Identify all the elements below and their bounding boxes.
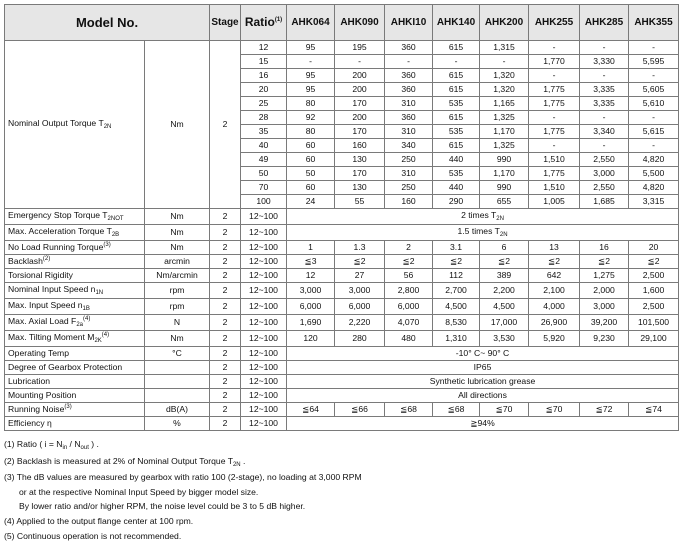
spec-value: 101,500 (629, 315, 679, 331)
torque-value: 3,000 (580, 167, 629, 181)
spec-stage: 2 (210, 417, 241, 431)
spec-name: Nominal Input Speed $n_{1N}$ (5, 283, 145, 299)
spec-value: ≦66 (335, 403, 385, 417)
model-header-cell: AHKI10 (385, 5, 433, 41)
spec-value: ≦2 (433, 255, 480, 269)
spec-span-value: ≧94% (287, 417, 679, 431)
spec-value: 2,220 (335, 315, 385, 331)
torque-value: 5,615 (629, 125, 679, 139)
torque-value: 615 (433, 111, 480, 125)
footnote-3-cont: or at the respective Nominal Input Speed by bigger model size. (19, 486, 259, 497)
spec-row (5, 255, 679, 269)
torque-value: 615 (433, 41, 480, 55)
spec-name: Mounting Position (5, 389, 145, 403)
spec-value: ≦68 (433, 403, 480, 417)
torque-value: 440 (433, 181, 480, 195)
spec-unit (145, 361, 210, 375)
spec-ratio: 12~100 (241, 403, 287, 417)
spec-stage: 2 (210, 403, 241, 417)
spec-value: 26,900 (529, 315, 580, 331)
spec-ratio: 12~100 (241, 225, 287, 241)
spec-value: 2,800 (385, 283, 433, 299)
ratio-cell: 12 (241, 41, 287, 55)
torque-value: 1,775 (529, 83, 580, 97)
spec-value: 2,700 (433, 283, 480, 299)
torque-value: - (385, 55, 433, 69)
footnote-2: (2) Backlash is measured at 2% of Nominal Output Torque $T_{2N}$ . (4, 455, 246, 468)
spec-row (5, 375, 679, 389)
spec-name: Running Noise$^{(3)}$ (5, 403, 145, 417)
spec-value: 56 (385, 269, 433, 283)
torque-value: 360 (385, 111, 433, 125)
spec-value: ≦72 (580, 403, 629, 417)
spec-value: 6,000 (385, 299, 433, 315)
torque-value: 1,170 (480, 167, 529, 181)
spec-value: 2,200 (480, 283, 529, 299)
spec-ratio: 12~100 (241, 315, 287, 331)
spec-stage: 2 (210, 331, 241, 347)
torque-value: - (335, 55, 385, 69)
spec-name: Operating Temp (5, 347, 145, 361)
spec-unit: % (145, 417, 210, 431)
spec-value: 1,275 (580, 269, 629, 283)
torque-value: 290 (433, 195, 480, 209)
torque-value: 2,550 (580, 153, 629, 167)
model-header-cell: AHK140 (433, 5, 480, 41)
spec-row (5, 225, 679, 241)
spec-table (4, 4, 679, 431)
torque-value: 1,685 (580, 195, 629, 209)
spec-stage: 2 (210, 241, 241, 255)
torque-value: 3,335 (580, 83, 629, 97)
spec-value: 2,500 (629, 299, 679, 315)
torque-value: 360 (385, 69, 433, 83)
spec-value: ≦2 (529, 255, 580, 269)
torque-value: 990 (480, 181, 529, 195)
torque-value: 5,610 (629, 97, 679, 111)
spec-name: Backlash$^{(2)}$ (5, 255, 145, 269)
torque-value: 170 (335, 125, 385, 139)
spec-value: 3,000 (335, 283, 385, 299)
spec-value: 4,500 (433, 299, 480, 315)
spec-value: 9,230 (580, 331, 629, 347)
torque-value: 990 (480, 153, 529, 167)
model-header-cell: AHK064 (287, 5, 335, 41)
torque-value: 160 (385, 195, 433, 209)
ratio-cell: 50 (241, 167, 287, 181)
spec-name: Lubrication (5, 375, 145, 389)
spec-value: ≦2 (580, 255, 629, 269)
spec-value: 39,200 (580, 315, 629, 331)
torque-value: 130 (335, 153, 385, 167)
spec-value: 4,070 (385, 315, 433, 331)
spec-name: Max. Axial Load $F_{2a}^{(4)}$ (5, 315, 145, 331)
torque-value: 170 (335, 167, 385, 181)
spec-row (5, 361, 679, 375)
spec-value: 642 (529, 269, 580, 283)
spec-stage: 2 (210, 283, 241, 299)
spec-value: ≦70 (529, 403, 580, 417)
spec-value: ≦2 (335, 255, 385, 269)
spec-stage: 2 (210, 375, 241, 389)
torque-value: 160 (335, 139, 385, 153)
spec-value: ≦2 (629, 255, 679, 269)
torque-value: - (580, 111, 629, 125)
stage-header: Stage (210, 5, 241, 41)
spec-stage: 2 (210, 225, 241, 241)
spec-span-value: All directions (287, 389, 679, 403)
spec-value: 1,310 (433, 331, 480, 347)
spec-value: ≦70 (480, 403, 529, 417)
torque-value: 50 (287, 167, 335, 181)
torque-value: 95 (287, 69, 335, 83)
spec-span-value: 1.5 times $T_{2N}$ (287, 225, 679, 241)
ratio-cell: 35 (241, 125, 287, 139)
torque-value: 5,595 (629, 55, 679, 69)
torque-value: - (529, 41, 580, 55)
spec-ratio: 12~100 (241, 283, 287, 299)
torque-value: - (580, 41, 629, 55)
spec-unit: rpm (145, 299, 210, 315)
spec-value: 1,600 (629, 283, 679, 299)
torque-row (5, 41, 679, 55)
spec-value: 4,500 (480, 299, 529, 315)
torque-value: 80 (287, 125, 335, 139)
footnote-3-cont: By lower ratio and/or higher RPM, the noise level could be 3 to 5 dB higher. (19, 501, 306, 512)
spec-stage: 2 (210, 315, 241, 331)
spec-value: 2,000 (580, 283, 629, 299)
torque-unit: Nm (145, 41, 210, 209)
torque-label: Nominal Output Torque $T_{2N}$ (5, 41, 145, 209)
spec-name: Degree of Gearbox Protection (5, 361, 145, 375)
ratio-cell: 100 (241, 195, 287, 209)
spec-value: 6,000 (287, 299, 335, 315)
spec-stage: 2 (210, 209, 241, 225)
spec-ratio: 12~100 (241, 417, 287, 431)
torque-value: 1,325 (480, 111, 529, 125)
torque-value: 1,510 (529, 181, 580, 195)
torque-value: 60 (287, 139, 335, 153)
torque-value: 1,005 (529, 195, 580, 209)
torque-value: 60 (287, 153, 335, 167)
torque-value: - (580, 69, 629, 83)
torque-value: 360 (385, 83, 433, 97)
spec-value: 3,530 (480, 331, 529, 347)
spec-unit: dB(A) (145, 403, 210, 417)
ratio-cell: 16 (241, 69, 287, 83)
torque-value: 200 (335, 69, 385, 83)
ratio-header: Ratio$^{(1)}$ (241, 5, 287, 41)
spec-ratio: 12~100 (241, 361, 287, 375)
spec-value: 1 (287, 241, 335, 255)
spec-value: 112 (433, 269, 480, 283)
spec-value: 1,690 (287, 315, 335, 331)
spec-name: Efficiency η (5, 417, 145, 431)
spec-span-value: IP65 (287, 361, 679, 375)
spec-name: Emergency Stop Torque $T_{2NOT}$ (5, 209, 145, 225)
torque-value: 60 (287, 181, 335, 195)
spec-name: Max. Acceleration Torque $T_{2B}$ (5, 225, 145, 241)
spec-stage: 2 (210, 255, 241, 269)
spec-row (5, 347, 679, 361)
torque-value: - (287, 55, 335, 69)
torque-value: 3,340 (580, 125, 629, 139)
torque-value: 195 (335, 41, 385, 55)
spec-ratio: 12~100 (241, 331, 287, 347)
spec-row (5, 283, 679, 299)
torque-value: 615 (433, 69, 480, 83)
spec-value: 5,920 (529, 331, 580, 347)
torque-value: 1,320 (480, 69, 529, 83)
torque-value: 340 (385, 139, 433, 153)
torque-value: 360 (385, 41, 433, 55)
spec-unit: rpm (145, 283, 210, 299)
spec-unit: Nm/arcmin (145, 269, 210, 283)
spec-name: No Load Running Torque$^{(3)}$ (5, 241, 145, 255)
spec-unit: Nm (145, 241, 210, 255)
torque-value: 130 (335, 181, 385, 195)
torque-value: 250 (385, 153, 433, 167)
model-header-cell: AHK285 (580, 5, 629, 41)
torque-value: 80 (287, 97, 335, 111)
spec-value: ≦2 (385, 255, 433, 269)
torque-value: 5,605 (629, 83, 679, 97)
torque-value: - (629, 111, 679, 125)
torque-value: 655 (480, 195, 529, 209)
spec-row (5, 269, 679, 283)
footnote-4: (4) Applied to the output flange center at 100 rpm. (4, 515, 194, 526)
spec-unit: °C (145, 347, 210, 361)
spec-ratio: 12~100 (241, 241, 287, 255)
model-header-cell: AHK355 (629, 5, 679, 41)
torque-value: 1,775 (529, 125, 580, 139)
spec-ratio: 12~100 (241, 209, 287, 225)
spec-value: 27 (335, 269, 385, 283)
ratio-cell: 70 (241, 181, 287, 195)
spec-value: 3,000 (580, 299, 629, 315)
spec-unit: Nm (145, 225, 210, 241)
torque-value: 310 (385, 125, 433, 139)
spec-unit (145, 389, 210, 403)
spec-row (5, 389, 679, 403)
torque-value: - (529, 69, 580, 83)
spec-value: 3.1 (433, 241, 480, 255)
spec-unit: arcmin (145, 255, 210, 269)
spec-unit: Nm (145, 209, 210, 225)
spec-value: 4,000 (529, 299, 580, 315)
footnote-1: (1) Ratio ( $i = N_{in} / N_{out}$ ) . (4, 439, 99, 451)
spec-value: 16 (580, 241, 629, 255)
spec-body (5, 41, 679, 431)
torque-value: 615 (433, 139, 480, 153)
spec-value: 12 (287, 269, 335, 283)
spec-value: 20 (629, 241, 679, 255)
torque-value: 4,820 (629, 181, 679, 195)
torque-value: - (580, 139, 629, 153)
torque-value: - (529, 111, 580, 125)
spec-value: 389 (480, 269, 529, 283)
torque-value: - (529, 139, 580, 153)
spec-row (5, 209, 679, 225)
torque-value: 1,770 (529, 55, 580, 69)
torque-value: 95 (287, 83, 335, 97)
spec-ratio: 12~100 (241, 375, 287, 389)
spec-row (5, 315, 679, 331)
torque-value: - (629, 41, 679, 55)
spec-row (5, 331, 679, 347)
torque-value: 1,170 (480, 125, 529, 139)
spec-value: ≦68 (385, 403, 433, 417)
spec-value: ≦2 (480, 255, 529, 269)
torque-value: 1,315 (480, 41, 529, 55)
spec-value: 8,530 (433, 315, 480, 331)
spec-value: 2,500 (629, 269, 679, 283)
spec-value: 2 (385, 241, 433, 255)
spec-value: 13 (529, 241, 580, 255)
spec-row (5, 241, 679, 255)
torque-value: 1,320 (480, 83, 529, 97)
model-header-cell: AHK255 (529, 5, 580, 41)
spec-ratio: 12~100 (241, 389, 287, 403)
spec-row (5, 417, 679, 431)
torque-value: 1,775 (529, 167, 580, 181)
torque-value: - (480, 55, 529, 69)
torque-value: 2,550 (580, 181, 629, 195)
torque-value: 170 (335, 97, 385, 111)
spec-value: 6,000 (335, 299, 385, 315)
torque-stage: 2 (210, 41, 241, 209)
torque-value: 615 (433, 83, 480, 97)
torque-value: 3,315 (629, 195, 679, 209)
spec-stage: 2 (210, 347, 241, 361)
torque-value: 250 (385, 181, 433, 195)
ratio-cell: 40 (241, 139, 287, 153)
spec-stage: 2 (210, 269, 241, 283)
torque-value: 4,820 (629, 153, 679, 167)
spec-value: 29,100 (629, 331, 679, 347)
footnotes (4, 437, 678, 543)
torque-value: 95 (287, 41, 335, 55)
spec-value: 3,000 (287, 283, 335, 299)
spec-value: 17,000 (480, 315, 529, 331)
spec-unit: Nm (145, 331, 210, 347)
ratio-cell: 25 (241, 97, 287, 111)
spec-value: 2,100 (529, 283, 580, 299)
torque-value: 1,775 (529, 97, 580, 111)
spec-ratio: 12~100 (241, 269, 287, 283)
torque-value: 3,330 (580, 55, 629, 69)
spec-name: Torsional Rigidity (5, 269, 145, 283)
torque-value: 535 (433, 97, 480, 111)
spec-row (5, 299, 679, 315)
spec-ratio: 12~100 (241, 299, 287, 315)
torque-value: 440 (433, 153, 480, 167)
spec-unit (145, 375, 210, 389)
torque-value: 55 (335, 195, 385, 209)
spec-ratio: 12~100 (241, 347, 287, 361)
ratio-cell: 20 (241, 83, 287, 97)
torque-value: 3,335 (580, 97, 629, 111)
torque-value: 24 (287, 195, 335, 209)
torque-value: 92 (287, 111, 335, 125)
spec-name: Max. Tilting Moment $M_{2K}^{(4)}$ (5, 331, 145, 347)
spec-stage: 2 (210, 361, 241, 375)
ratio-cell: 28 (241, 111, 287, 125)
torque-value: 1,165 (480, 97, 529, 111)
spec-row (5, 403, 679, 417)
torque-value: - (629, 139, 679, 153)
torque-value: 5,500 (629, 167, 679, 181)
footnote-3: (3) The dB values are measured by gearbox with ratio 100 (2-stage), no loading at 3,000 RPM (4, 472, 362, 483)
model-header-cell: AHK090 (335, 5, 385, 41)
header-row (5, 5, 679, 41)
spec-unit: N (145, 315, 210, 331)
model-header: Model No. (5, 5, 210, 41)
spec-stage: 2 (210, 389, 241, 403)
torque-value: 200 (335, 83, 385, 97)
spec-name: Max. Input Speed $n_{1B}$ (5, 299, 145, 315)
footnote-5: (5) Continuous operation is not recommended. (4, 530, 182, 541)
torque-value: 1,325 (480, 139, 529, 153)
ratio-cell: 49 (241, 153, 287, 167)
spec-sheet (4, 4, 678, 543)
spec-ratio: 12~100 (241, 255, 287, 269)
torque-value: 200 (335, 111, 385, 125)
torque-value: 1,510 (529, 153, 580, 167)
spec-value: ≦74 (629, 403, 679, 417)
spec-value: 480 (385, 331, 433, 347)
spec-value: 120 (287, 331, 335, 347)
model-header-cell: AHK200 (480, 5, 529, 41)
spec-span-value: 2 times $T_{2N}$ (287, 209, 679, 225)
torque-value: 535 (433, 167, 480, 181)
torque-value: - (433, 55, 480, 69)
spec-value: 6 (480, 241, 529, 255)
spec-span-value: -10° C~ 90° C (287, 347, 679, 361)
spec-span-value: Synthetic lubrication grease (287, 375, 679, 389)
spec-value: 280 (335, 331, 385, 347)
torque-value: 310 (385, 97, 433, 111)
spec-stage: 2 (210, 299, 241, 315)
spec-value: 1.3 (335, 241, 385, 255)
ratio-cell: 15 (241, 55, 287, 69)
spec-value: ≦64 (287, 403, 335, 417)
torque-value: - (629, 69, 679, 83)
spec-value: ≦3 (287, 255, 335, 269)
torque-value: 310 (385, 167, 433, 181)
torque-value: 535 (433, 125, 480, 139)
